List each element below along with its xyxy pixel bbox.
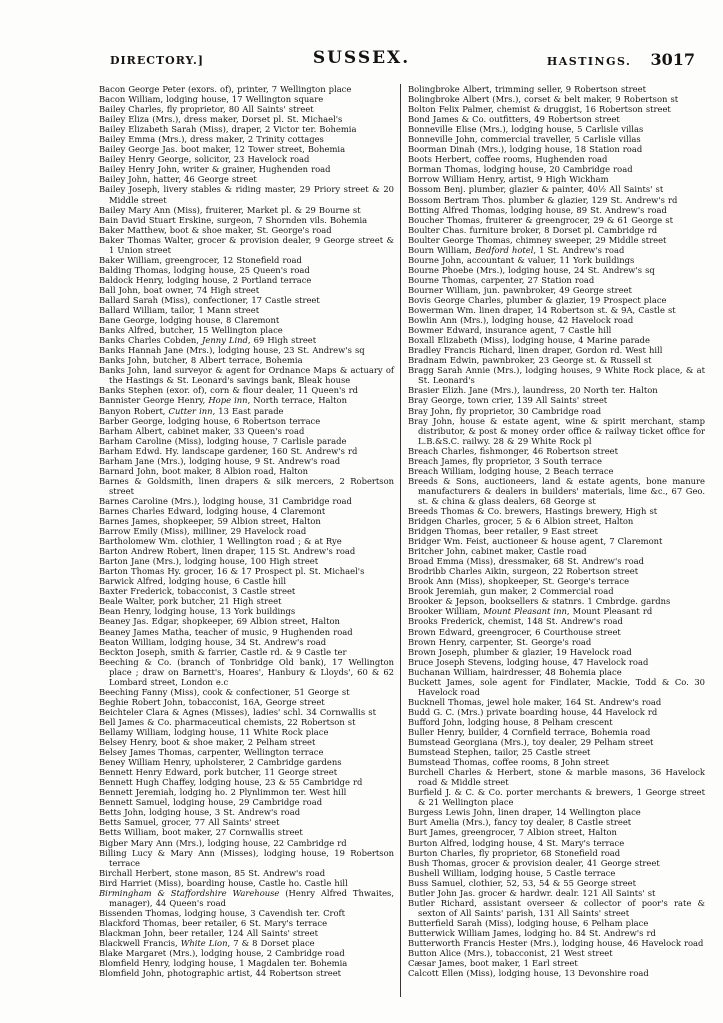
directory-entry: Bufford John, lodging house, 8 Pelham crescent — [408, 716, 613, 727]
directory-entry: Blomfield John, photographic artist, 44 Robertson street — [99, 968, 342, 979]
directory-entry: Blackford Thomas, beer retailer, 6 St. Mary's terrace — [99, 917, 328, 928]
directory-entry: Bailey Henry John, writer & grainer, Hughenden road — [99, 164, 331, 175]
directory-entry: Brook Jeremiah, gun maker, 2 Commercial road — [408, 586, 614, 597]
directory-entry: Bovis George Charles, plumber & glazier, 19 Prospect place — [408, 294, 667, 305]
directory-entry: Bruce Joseph Stevens, lodging house, 47 Havelock road — [408, 656, 649, 667]
right-column — [400, 84, 705, 997]
directory-entry: Burchell Charles & Herbert, stone & marble masons, 36 Havelock road & Middle street — [408, 767, 705, 788]
directory-entry: Buchanan William, hairdresser, 48 Bohemia place — [408, 666, 622, 677]
directory-entry: Breach Charles, fishmonger, 46 Robertson street — [408, 445, 618, 456]
header-place-label: HASTINGS. — [546, 55, 632, 68]
directory-entry: Butler John Jas. grocer & hardwr. dealr. 121 All Saints' st — [408, 887, 656, 898]
page-header — [0, 48, 723, 72]
directory-entry: Buss Samuel, clothier, 52, 53, 54 & 55 George street — [408, 877, 636, 888]
directory-entry: Bird Harriet (Miss), boarding house, Castle ho. Castle hill — [99, 877, 348, 888]
directory-entry: Bowlin Ann (Mrs.), lodging house, 42 Havelock road — [408, 315, 634, 326]
directory-entry: Baldock Henry, lodging house, 2 Portland terrace — [99, 274, 312, 285]
directory-entry: Burton Charles, fly proprietor, 68 Stonefield road — [408, 847, 621, 858]
directory-entry: Brook Ann (Miss), shopkeeper, St. George's terrace — [408, 576, 630, 587]
directory-entry: Birmingham & Staffordshire Warehouse (Henry Alfred Thwaites, manager), 44 Queen's road — [99, 887, 395, 908]
directory-entry: Bourne Phoebe (Mrs.), lodging house, 24 St. Andrew's sq — [408, 264, 655, 275]
directory-entry: Bailey Charles, fly proprietor, 80 All Saints' street — [99, 104, 314, 115]
directory-entry: Barton Thomas Hy. grocer, 16 & 17 Prospect pl. St. Michael's — [99, 566, 365, 577]
directory-entry: Bellamy William, lodging house, 11 White Rock place — [99, 727, 329, 737]
directory-entry: Barham Albert, cabinet maker, 33 Queen's road — [99, 425, 305, 436]
directory-entry: Butler Richard, assistant overseer & collector of poor's rate & sexton of All Saints' parish, 131 All Saints' street — [408, 897, 705, 918]
directory-entry: Barham Jane (Mrs.), lodging house, 9 St. Andrew's road — [99, 455, 341, 466]
directory-entry: Bridgen Charles, grocer, 5 & 6 Albion street, Halton — [408, 516, 634, 527]
establishment-name: Jenny Lind — [202, 335, 248, 346]
directory-entry: Burton Alfred, lodging house, 4 St. Mary's terrace — [408, 837, 625, 848]
directory-entry: Barnes James, shopkeeper, 59 Albion street, Halton — [99, 516, 321, 527]
directory-entry: Bailey Mary Ann (Miss), fruiterer, Market pl. & 29 Bourne st — [99, 204, 361, 215]
directory-columns — [99, 84, 705, 997]
directory-entry: Bonneville Elise (Mrs.), lodging house, 5 Carlisle villas — [408, 124, 644, 135]
directory-entry: Barnes & Goldsmith, linen drapers & silk mercers, 2 Robertson street — [99, 475, 395, 496]
left-column — [99, 84, 394, 997]
directory-entry: Bush Thomas, grocer & provision dealer, 41 George street — [408, 857, 660, 868]
directory-entry: Brown Edward, greengrocer, 6 Courthouse street — [408, 626, 621, 637]
directory-entry: Betts William, boot maker, 27 Cornwallis street — [99, 827, 303, 838]
directory-entry: Bartholomew Wm. clothier, 1 Wellington road ; & at Rye — [99, 536, 342, 547]
directory-entry: Baxter Frederick, tobacconist, 3 Castle street — [99, 586, 296, 597]
directory-entry: Birchall Herbert, stone mason, 85 St. Andrew's road — [99, 867, 326, 878]
directory-entry: Barham Caroline (Miss), lodging house, 7 Carlisle parade — [99, 435, 347, 446]
directory-entry: Bacon William, lodging house, 17 Wellington square — [99, 94, 324, 105]
directory-entry: Brown Henry, carpenter, St. George's road — [408, 636, 592, 647]
directory-entry: Britcher John, cabinet maker, Castle road — [408, 546, 587, 557]
directory-entry: Bowmer Edward, insurance agent, 7 Castle hill — [408, 325, 612, 336]
directory-entry: Butterfield Sarah (Miss), lodging house, 6 Pelham place — [408, 917, 649, 928]
directory-entry: Breeds & Sons, auctioneers, land & estate agents, bone manure manufacturers & dealers in builders' materials, lime &c., 67 Geo. st. & china & glass dealers, 68 George st — [408, 475, 705, 506]
directory-entry: Bucknell Thomas, jewel hole maker, 164 St. Andrew's road — [408, 696, 662, 707]
directory-entry: Bourn William, Bedford hotel, 1 St. Andrew's road — [408, 244, 625, 255]
directory-entry: Barton Andrew Robert, linen draper, 115 St. Andrew's road — [99, 546, 356, 557]
directory-entry: Bailey George Jas. boot maker, 12 Tower street, Bohemia — [99, 144, 346, 155]
directory-entry: Bradnam Edwin, pawnbroker, 23 George st. & Russell st — [408, 355, 652, 366]
directory-entry: Burfield J. & C. & Co. porter merchants & brewers, 1 George street & 21 Wellington place — [408, 787, 705, 808]
directory-entry: Beaney Jas. Edgar, shopkeeper, 69 Albion street, Halton — [99, 616, 340, 627]
directory-entry: Budd G. C. (Mrs.) private boarding house, 44 Havelock rd — [408, 706, 658, 717]
directory-entry: Bray John, fly proprietor, 30 Cambridge road — [408, 405, 602, 416]
directory-entry: Banks John, land surveyor & agent for Ordnance Maps & actuary of the Hastings & St. Leonard's savings bank, Bleak house — [99, 365, 395, 386]
header-county-title: SUSSEX. — [312, 48, 411, 68]
directory-entry: Bigber Mary Ann (Mrs.), lodging house, 22 Cambridge rd — [99, 837, 347, 848]
establishment-name: Hope inn — [208, 395, 248, 406]
directory-entry: Bossom Benj. plumber, glazier & painter, 40½ All Saints' st — [408, 184, 664, 195]
directory-entry: Brooker William, Mount Pleasant inn, Mount Pleasant rd — [408, 606, 653, 617]
directory-entry: Beaney James Matha, teacher of music, 9 Hughenden road — [99, 626, 353, 637]
directory-entry: Boots Herbert, coffee rooms, Hughenden road — [408, 154, 608, 165]
directory-entry: Bridger Wm. Feist, auctioneer & house agent, 7 Claremont — [408, 536, 663, 547]
directory-entry: Bain David Stuart Erskine, surgeon, 7 Shornden vils. Bohemia — [99, 214, 368, 225]
directory-entry: Borrow William Henry, artist, 9 High Wickham — [408, 174, 609, 185]
directory-entry: Beney William Henry, upholsterer, 2 Cambridge gardens — [99, 757, 342, 768]
directory-entry: Bradley Francis Richard, linen draper, Gordon rd. West hill — [408, 345, 663, 356]
directory-entry: Banks John, butcher, 8 Albert terrace, Bohemia — [99, 355, 303, 366]
directory-entry: Boxall Elizabeth (Miss), lodging house, 4 Marine parade — [408, 335, 650, 346]
directory-entry: Brooks Frederick, chemist, 148 St. Andrew's road — [408, 616, 623, 627]
directory-entry: Beckton Joseph, smith & farrier, Castle rd. & 9 Castle ter — [99, 646, 347, 657]
directory-entry: Banyon Robert, Cutter inn, 13 East parade — [99, 405, 284, 416]
directory-entry: Breeds Thomas & Co. brewers, Hastings brewery, High st — [408, 505, 658, 516]
directory-entry: Beeching Fanny (Miss), cook & confectioner, 51 George st — [99, 686, 350, 697]
directory-entry: Barber George, lodging house, 6 Robertson terrace — [99, 415, 321, 426]
directory-entry: Bissenden Thomas, lodging house, 3 Cavendish ter. Croft — [99, 907, 345, 918]
directory-entry: Billing Lucy & Mary Ann (Misses), lodging house, 19 Robertson terrace — [99, 847, 395, 868]
directory-entry: Bolingbroke Albert, trimming seller, 9 Robertson street — [408, 84, 646, 94]
directory-entry: Blake Margaret (Mrs.), lodging house, 2 Cambridge road — [99, 948, 345, 959]
directory-entry: Betts Samuel, grocer, 77 All Saints' street — [99, 817, 280, 828]
directory-entry: Bourne John, accountant & valuer, 11 York buildings — [408, 254, 635, 265]
directory-entry: Bumstead Stephen, tailor, 25 Castle street — [408, 747, 591, 758]
directory-entry: Bonneville John, commercial traveller, 5 Carlisle villas — [408, 134, 641, 145]
directory-entry: Blomfield Henry, lodging house, 1 Magdalen ter. Bohemia — [99, 958, 348, 969]
directory-entry: Bennett Hugh Chaffey, lodging house, 23 & 55 Cambridge rd — [99, 777, 363, 788]
directory-entry: Banks Charles Cobden, Jenny Lind, 69 High street — [99, 335, 317, 346]
directory-entry: Brooker & Jepson, booksellers & statnrs. 1 Cmbrdge. gardns — [408, 596, 671, 607]
directory-entry: Bean Henry, lodging house, 13 York buildings — [99, 606, 296, 617]
directory-entry: Ballard Sarah (Miss), confectioner, 17 Castle street — [99, 294, 320, 305]
directory-entry: Brodribb Charles Aikin, surgeon, 22 Robertson street — [408, 566, 639, 577]
directory-entry: Bennett Jeremiah, lodging ho. 2 Plynlimmon ter. West hill — [99, 787, 347, 798]
directory-entry: Blackman John, beer retailer, 124 All Saints' street — [99, 927, 318, 938]
directory-entry: Broad Emma (Miss), dressmaker, 68 St. Andrew's road — [408, 556, 645, 567]
directory-entry: Belsey Henry, boot & shoe maker, 2 Pelham street — [99, 737, 316, 748]
directory-entry: Boulter Chas. furniture broker, 8 Dorset pl. Cambridge rd — [408, 224, 658, 235]
directory-entry: Bane George, lodging house, 8 Claremont — [99, 315, 280, 326]
directory-entry: Barwick Alfred, lodging house, 6 Castle hill — [99, 576, 287, 587]
directory-entry: Bumstead Thomas, coffee rooms, 8 John street — [408, 757, 609, 768]
directory-entry: Beichteler Clara & Agnes (Misses), ladies' schl. 34 Cornwallis st — [99, 706, 376, 717]
establishment-name: Bedford hotel — [474, 244, 534, 255]
directory-entry: Blackwell Francis, White Lion, 7 & 8 Dorset place — [99, 937, 315, 948]
directory-entry: Brasier Elizh. Jane (Mrs.), laundress, 20 North ter. Halton — [408, 385, 658, 396]
directory-entry: Butterwick William James, lodging ho. 84 St. Andrew's rd — [408, 927, 656, 938]
directory-entry: Beghie Robert John, tobacconist, 16A, George street — [99, 696, 325, 707]
establishment-name: Cutter inn — [168, 405, 213, 416]
directory-entry: Boucher Thomas, fruiterer & greengrocer, 29 & 61 George st — [408, 214, 673, 225]
directory-entry: Baker Thomas Walter, grocer & provision dealer, 9 George street & 1 Union street — [99, 234, 395, 255]
directory-entry: Baker Matthew, boot & shoe maker, St. George's road — [99, 224, 332, 235]
directory-entry: Banks Hannah Jane (Mrs.), lodging house, 23 St. Andrew's sq — [99, 345, 365, 356]
directory-entry: Button Alice (Mrs.), tobacconist, 21 West street — [408, 948, 613, 959]
directory-entry: Bailey Joseph, livery stables & riding master, 29 Priory street & 20 Middle street — [99, 184, 395, 205]
directory-entry: Betts John, lodging house, 3 St. Andrew's road — [99, 807, 301, 818]
directory-entry: Bacon George Peter (exors. of), printer, 7 Wellington place — [99, 84, 352, 94]
directory-entry: Beaton William, lodging house, 34 St. Andrew's road — [99, 636, 327, 647]
directory-entry: Bannister George Henry, Hope inn, North terrace, Halton — [99, 395, 347, 406]
directory-entry: Cæsar James, boot maker, 1 Earl street — [408, 958, 578, 969]
directory-entry: Banks Alfred, butcher, 15 Wellington place — [99, 325, 283, 336]
directory-entry: Breach James, fly proprietor, 3 South terrace — [408, 455, 602, 466]
header-page-number: 3017 — [650, 50, 695, 69]
establishment-name: Birmingham & Staffordshire Warehouse — [99, 887, 280, 898]
directory-entry: Bailey Eliza (Mrs.), dress maker, Dorset pl. St. Michael's — [99, 114, 343, 125]
directory-entry: Bennett Henry Edward, pork butcher, 11 George street — [99, 767, 338, 778]
directory-entry: Banks Stephen (exor. of), corn & flour dealer, 11 Queen's rd — [99, 385, 358, 396]
directory-entry: Beale Walter, pork butcher, 21 High street — [99, 596, 282, 607]
directory-entry: Bailey John, hatter, 46 George street — [99, 174, 257, 185]
directory-entry: Bray John, house & estate agent, wine & spirit merchant, stamp distributor, & post & money order office & railway ticket office for L.B.&S.C. railwy. 28 & 29 White Rock pl — [408, 415, 706, 446]
directory-entry: Bumstead Georgiana (Mrs.), toy dealer, 29 Pelham street — [408, 737, 654, 748]
directory-entry: Barrow Emily (Miss), milliner, 29 Havelock road — [99, 526, 307, 537]
header-right-group — [547, 50, 695, 69]
directory-entry: Bailey Elizabeth Sarah (Miss), draper, 2 Victor ter. Bohemia — [99, 124, 357, 135]
directory-entry: Burt James, greengrocer, 7 Albion street, Halton — [408, 827, 617, 838]
directory-entry: Bennett Samuel, lodging house, 29 Cambridge road — [99, 797, 323, 808]
directory-entry: Barnes Charles Edward, lodging house, 4 Claremont — [99, 505, 326, 516]
directory-entry: Bolingbroke Albert (Mrs.), corset & belt maker, 9 Robertson st — [408, 94, 679, 105]
directory-entry: Beeching & Co. (branch of Tonbridge Old bank), 17 Wellington place ; draw on Barnett's, Hoares', Hanbury & Lloyds', 60 & 62 Lombard street, London e.c — [99, 656, 395, 687]
directory-entry: Breach William, lodging house, 2 Beach terrace — [408, 465, 614, 476]
directory-entry: Boulter George Thomas, chimney sweeper, 29 Middle street — [408, 234, 667, 245]
directory-entry: Burt Amelia (Mrs.), fancy toy dealer, 8 Castle street — [408, 817, 632, 828]
directory-entry: Barnard John, boot maker, 8 Albion road, Halton — [99, 465, 309, 476]
directory-entry: Bourner William, jun. pawnbroker, 49 George street — [408, 284, 632, 295]
directory-entry: Barnes Caroline (Mrs.), lodging house, 31 Cambridge road — [99, 495, 352, 506]
establishment-name: Mount Pleasant inn — [483, 606, 567, 617]
directory-entry: Baker William, greengrocer, 12 Stonefield road — [99, 254, 302, 265]
directory-entry: Bailey Emma (Mrs.), dress maker, 2 Trinity cottages — [99, 134, 324, 145]
directory-entry: Botting Alfred Thomas, lodging house, 89 St. Andrew's road — [408, 204, 667, 215]
directory-entry: Bowerman Wm. linen draper, 14 Robertson st. & 9A, Castle st — [408, 305, 676, 316]
directory-entry: Bossom Bertram Thos. plumber & glazier, 129 St. Andrew's rd — [408, 194, 678, 205]
directory-entry: Bailey Henry George, solicitor, 23 Havelock road — [99, 154, 310, 165]
directory-entry: Ballard William, tailor, 1 Mann street — [99, 305, 260, 316]
directory-entry: Belsey James Thomas, carpenter, Wellington terrace — [99, 747, 324, 758]
directory-entry: Bushell William, lodging house, 5 Castle terrace — [408, 867, 616, 878]
directory-entry: Bragg Sarah Annie (Mrs.), lodging houses, 9 White Rock place, & at St. Leonard's — [408, 365, 705, 386]
directory-entry: Bray George, town crier, 139 All Saints' street — [408, 395, 608, 406]
directory-entry: Bond James & Co. outfitters, 49 Robertson street — [408, 114, 620, 125]
directory-entry: Barham Edwd. Hy. landscape gardener, 160 St. Andrew's rd — [99, 445, 358, 456]
directory-entry: Ball John, boat owner, 74 High street — [99, 284, 260, 295]
directory-entry: Butterworth Francis Hester (Mrs.), lodging house, 46 Havelock road — [408, 937, 704, 948]
directory-entry: Bolton Felix Palmer, chemist & druggist, 16 Robertson street — [408, 104, 671, 115]
directory-entry: Borman Thomas, lodging house, 20 Cambridge road — [408, 164, 633, 175]
directory-entry: Bourne Thomas, carpenter, 27 Station road — [408, 274, 595, 285]
establishment-name: White Lion — [180, 937, 228, 948]
directory-entry: Calcott Ellen (Miss), lodging house, 13 Devonshire road — [408, 968, 649, 979]
directory-entry: Balding Thomas, lodging house, 25 Queen's road — [99, 264, 310, 275]
header-directory-label: DIRECTORY.] — [110, 54, 205, 67]
directory-entry: Boorman Dinah (Mrs.), lodging house, 18 Station road — [408, 144, 643, 155]
directory-entry: Brown Joseph, plumber & glazier, 19 Havelock road — [408, 646, 632, 657]
directory-entry: Buckett James, sole agent for Findlater, Mackie, Todd & Co. 30 Havelock road — [408, 676, 705, 697]
directory-entry: Burgess Lewis John, linen draper, 14 Wellington place — [408, 807, 641, 818]
directory-entry: Bridgen Thomas, beer retailer, 9 East street — [408, 526, 598, 537]
directory-entry: Bell James & Co. pharmaceutical chemists, 22 Robertson st — [99, 716, 356, 727]
directory-entry: Buller Henry, builder, 4 Cornfield terrace, Bohemia road — [408, 727, 651, 737]
directory-entry: Barton Jane (Mrs.), lodging house, 100 High street — [99, 556, 319, 567]
